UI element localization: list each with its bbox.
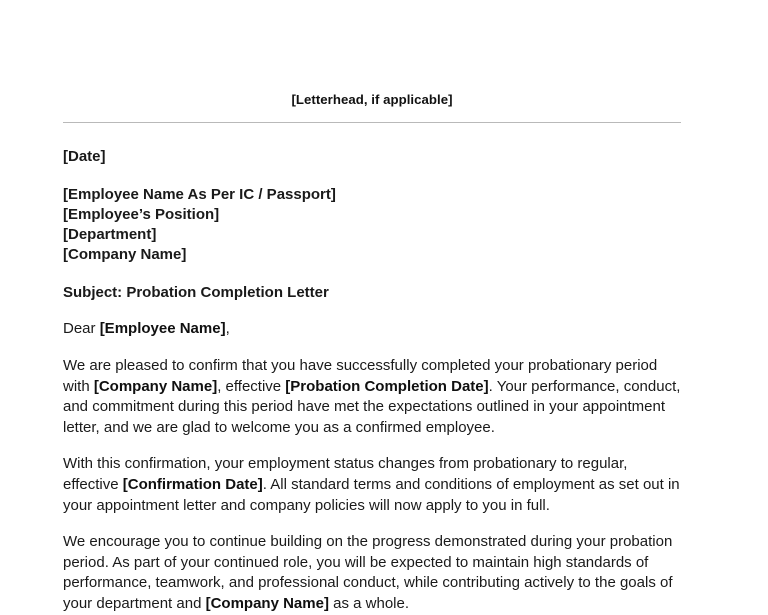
recipient-company: [Company Name] [63, 246, 187, 264]
salutation-punctuation: , [225, 320, 230, 338]
placeholder-field: [Company Name] [93, 377, 218, 395]
subject-line: Subject: Probation Completion Letter [63, 283, 329, 301]
document-content-column [63, 0, 681, 615]
text-run: . Your performance, conduct, and commitment during this period have met the expectations outlined in your appointment letter, and we are glad to welcome you as a confirmed employee. [63, 377, 681, 436]
placeholder-field: [Confirmation Date] [122, 475, 263, 493]
placeholder-field: [Probation Completion Date] [285, 377, 489, 395]
letterhead-placeholder: [Letterhead, if applicable] [291, 92, 453, 107]
header-divider [63, 122, 681, 123]
salutation-greeting: Dear [63, 320, 100, 338]
text-run: We encourage you to continue building on the progress demonstrated during your probation period. As part of your continued role, you will be expected to maintain high standards of performance, teamwork, and professional conduct, while contributing actively to the goals of your department and [63, 533, 673, 612]
paragraph-status-change [63, 454, 681, 516]
text-run: . All standard terms and conditions of employment as set out in your appointment letter and company policies will now apply to you in full. [63, 475, 680, 514]
date-placeholder: [Date] [63, 148, 106, 165]
placeholder-field: [Company Name] [205, 594, 329, 612]
text-run: We are pleased to confirm that you have successfully completed your probationary period with [63, 356, 658, 395]
text-run: With this confirmation, your employment status changes from probationary to regular, effective [63, 455, 628, 493]
paragraph-encouragement [63, 532, 681, 614]
recipient-name: [Employee Name As Per IC / Passport] [63, 185, 336, 203]
recipient-address-block [63, 185, 681, 266]
text-run: as a whole. [328, 594, 409, 612]
recipient-department: [Department] [63, 226, 157, 244]
text-run: , effective [217, 377, 286, 395]
paragraph-confirmation [63, 356, 681, 438]
salutation [63, 319, 681, 340]
recipient-position: [Employee’s Position] [63, 205, 220, 223]
salutation-employee-name: [Employee Name] [99, 320, 226, 338]
